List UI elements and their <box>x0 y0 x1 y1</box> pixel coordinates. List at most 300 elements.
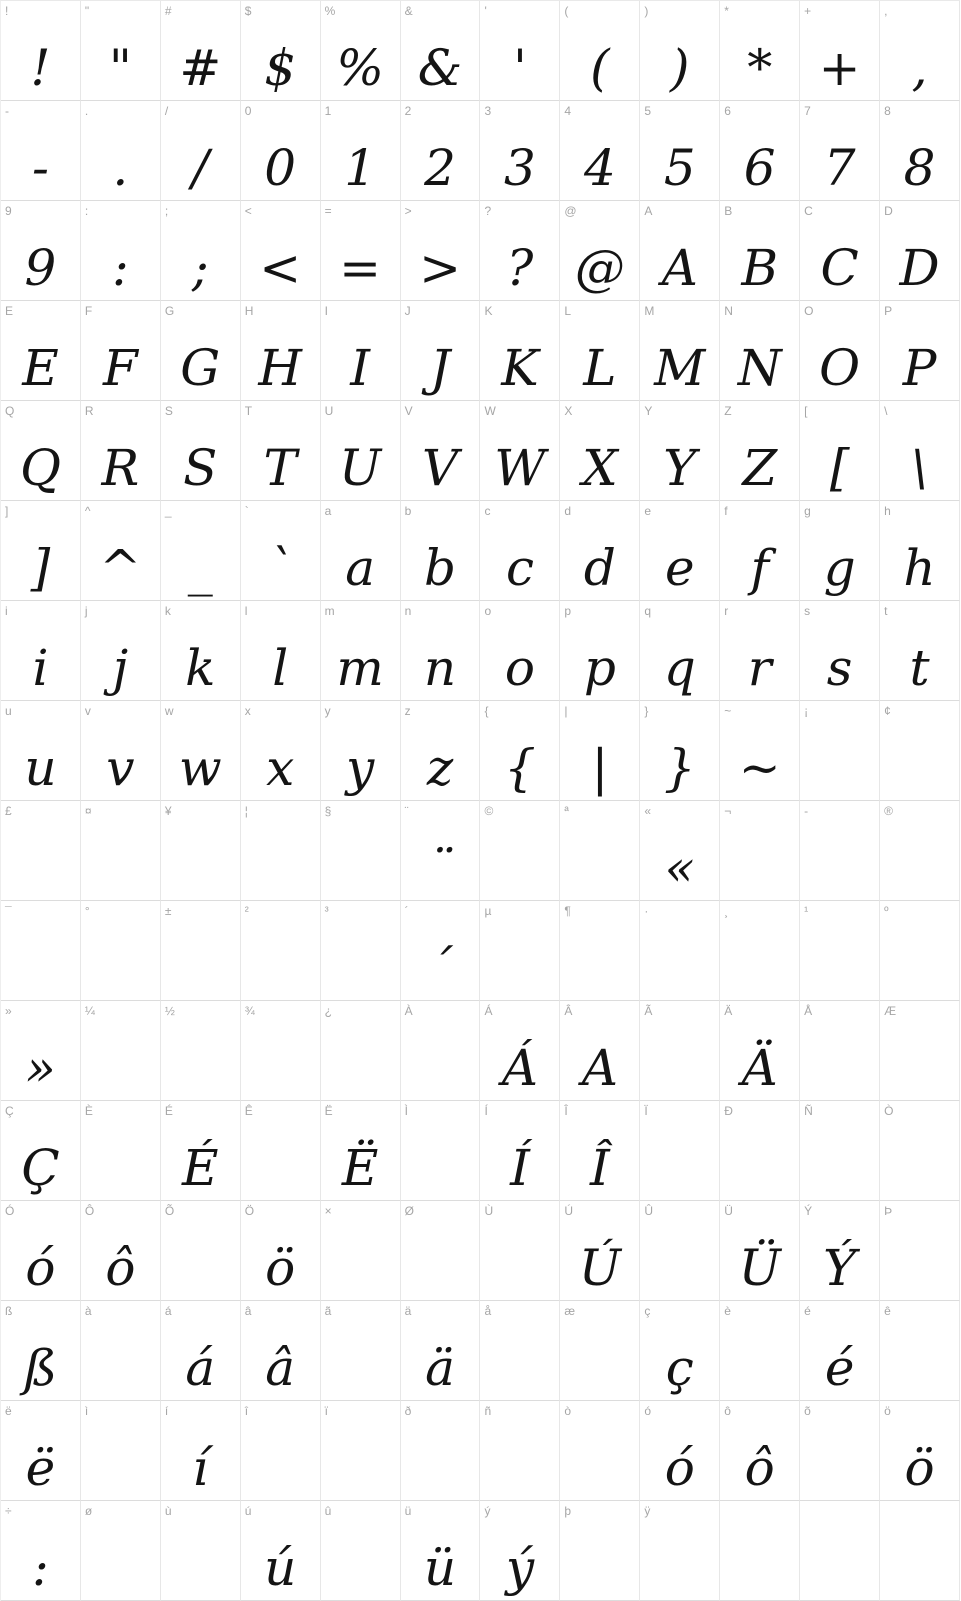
glyph-cell <box>401 1201 481 1301</box>
cell-glyph: 5 <box>663 139 696 197</box>
cell-glyph: Ú <box>578 1239 621 1297</box>
cell-character-label: e <box>644 504 652 518</box>
cell-glyph: Î <box>589 1139 610 1197</box>
glyph-cell <box>560 1201 640 1301</box>
glyph-cell <box>321 101 401 201</box>
cell-glyph: I <box>350 339 370 397</box>
cell-glyph <box>81 801 160 901</box>
glyph-cell <box>800 701 880 801</box>
cell-character-label: ¢ <box>884 704 891 718</box>
glyph-cell <box>1 1101 81 1201</box>
cell-glyph: i <box>32 639 49 697</box>
cell-character-label: [ <box>804 404 808 418</box>
glyph-cell <box>321 1301 401 1401</box>
cell-character-label: ¦ <box>244 804 248 818</box>
glyph-cell <box>800 1301 880 1401</box>
glyph-cell <box>241 1501 321 1601</box>
cell-character-label: _ <box>164 504 172 518</box>
cell-glyph: B <box>741 239 779 297</box>
glyph-cell <box>880 1201 960 1301</box>
cell-glyph: k <box>185 639 216 697</box>
glyph-cell <box>401 1501 481 1601</box>
cell-glyph: ? <box>506 239 534 297</box>
cell-glyph <box>1 901 80 1001</box>
cell-glyph <box>321 801 400 901</box>
cell-glyph: $ <box>264 39 297 97</box>
cell-glyph <box>880 1501 959 1601</box>
cell-glyph: z <box>426 739 454 797</box>
cell-character-label: ì <box>84 1404 89 1418</box>
glyph-cell <box>800 1001 880 1101</box>
cell-glyph: « <box>664 839 696 897</box>
glyph-cell <box>81 401 161 501</box>
cell-character-label: ð <box>404 1404 412 1418</box>
cell-glyph <box>800 801 879 901</box>
glyph-cell <box>1 1001 81 1101</box>
cell-glyph <box>81 901 160 1001</box>
cell-glyph: Á <box>501 1039 538 1097</box>
glyph-cell <box>880 1 960 101</box>
cell-character-label: & <box>404 4 413 18</box>
cell-character-label: 6 <box>724 104 731 118</box>
cell-character-label: 9 <box>5 204 12 218</box>
cell-glyph: ô <box>744 1439 775 1497</box>
glyph-cell <box>321 501 401 601</box>
glyph-cell <box>1 801 81 901</box>
cell-character-label: . <box>84 104 89 118</box>
cell-character-label: ] <box>5 504 9 518</box>
glyph-cell <box>81 1401 161 1501</box>
cell-character-label: è <box>724 1304 731 1318</box>
cell-glyph: w <box>178 739 222 797</box>
cell-character-label: p <box>564 604 572 618</box>
cell-glyph: 0 <box>264 139 297 197</box>
glyph-cell <box>800 1201 880 1301</box>
glyph-cell <box>161 1 241 101</box>
glyph-cell <box>480 1 560 101</box>
cell-character-label: P <box>884 304 893 318</box>
glyph-cell <box>800 201 880 301</box>
cell-glyph <box>720 801 799 901</box>
cell-glyph: J <box>430 339 451 397</box>
cell-character-label: û <box>324 1504 332 1518</box>
glyph-cell <box>880 1501 960 1601</box>
glyph-cell <box>480 901 560 1001</box>
glyph-cell <box>800 1101 880 1201</box>
cell-character-label: Ç <box>5 1104 14 1118</box>
cell-glyph: R <box>101 439 140 497</box>
cell-character-label: L <box>564 304 572 318</box>
cell-glyph: q <box>663 639 696 697</box>
cell-character-label: r <box>724 604 729 618</box>
glyph-cell <box>161 801 241 901</box>
cell-character-label: ? <box>484 204 492 218</box>
cell-character-label: ¯ <box>5 904 12 918</box>
glyph-cell <box>720 701 800 801</box>
glyph-cell <box>321 701 401 801</box>
glyph-cell <box>640 901 720 1001</box>
cell-character-label: ë <box>5 1404 12 1418</box>
cell-glyph: A <box>581 1039 618 1097</box>
cell-glyph: ¨ <box>427 839 453 897</box>
glyph-cell <box>560 1001 640 1101</box>
cell-character-label: Q <box>5 404 15 418</box>
cell-character-label: Ù <box>484 1204 494 1218</box>
cell-glyph: Ç <box>21 1139 60 1197</box>
glyph-cell <box>880 401 960 501</box>
cell-character-label: ¡ <box>804 704 809 718</box>
cell-character-label: þ <box>564 1504 572 1518</box>
cell-character-label: ä <box>404 1304 412 1318</box>
glyph-cell <box>880 301 960 401</box>
cell-character-label: Ö <box>244 1204 255 1218</box>
cell-character-label: ! <box>5 4 9 18</box>
cell-character-label: Ã <box>644 1004 653 1018</box>
glyph-cell <box>241 401 321 501</box>
cell-character-label: 4 <box>564 104 572 118</box>
cell-glyph: h <box>903 539 936 597</box>
cell-glyph: " <box>108 39 132 97</box>
cell-glyph: n <box>423 639 457 697</box>
cell-character-label: Û <box>644 1204 653 1218</box>
cell-glyph: f <box>750 539 769 597</box>
cell-glyph: v <box>106 739 135 797</box>
glyph-cell <box>321 201 401 301</box>
glyph-cell <box>800 301 880 401</box>
glyph-cell <box>720 1201 800 1301</box>
cell-glyph <box>321 901 400 1001</box>
cell-glyph: ! <box>30 39 51 97</box>
cell-character-label: é <box>804 1304 811 1318</box>
glyph-cell <box>1 301 81 401</box>
cell-character-label: Î <box>564 1104 568 1118</box>
glyph-cell <box>161 1101 241 1201</box>
cell-character-label: Ò <box>884 1104 894 1118</box>
cell-glyph: í <box>192 1439 209 1497</box>
glyph-cell <box>401 101 481 201</box>
cell-glyph: C <box>820 239 859 297</box>
glyph-cell <box>720 401 800 501</box>
glyph-cell <box>401 1401 481 1501</box>
glyph-cell <box>640 501 720 601</box>
glyph-cell <box>880 701 960 801</box>
cell-glyph: { <box>504 739 536 797</box>
glyph-cell <box>401 1001 481 1101</box>
cell-character-label: W <box>484 404 496 418</box>
cell-glyph: ; <box>191 239 209 297</box>
cell-glyph: Ý <box>823 1239 857 1297</box>
glyph-cell <box>480 101 560 201</box>
cell-glyph: Ä <box>741 1039 778 1097</box>
cell-character-label: S <box>164 404 173 418</box>
cell-character-label: Â <box>564 1004 573 1018</box>
glyph-cell <box>321 901 401 1001</box>
cell-character-label: l <box>244 604 248 618</box>
glyph-cell <box>880 501 960 601</box>
cell-character-label: + <box>804 4 812 18</box>
cell-glyph <box>241 1401 320 1501</box>
cell-glyph: ó <box>664 1439 695 1497</box>
glyph-cell <box>1 501 81 601</box>
cell-glyph <box>321 1301 400 1401</box>
cell-glyph: ç <box>665 1339 694 1397</box>
cell-character-label: ¤ <box>84 804 92 818</box>
cell-character-label: ¹ <box>804 904 809 918</box>
cell-glyph <box>241 801 320 901</box>
glyph-cell <box>880 901 960 1001</box>
cell-character-label: X <box>564 404 573 418</box>
glyph-cell <box>560 801 640 901</box>
glyph-cell <box>321 401 401 501</box>
glyph-cell <box>321 301 401 401</box>
cell-character-label: K <box>484 304 493 318</box>
glyph-cell <box>560 601 640 701</box>
cell-character-label: G <box>164 304 175 318</box>
cell-character-label: Í <box>484 1104 488 1118</box>
cell-character-label: à <box>84 1304 92 1318</box>
cell-character-label: Ð <box>724 1104 733 1118</box>
cell-glyph: ä <box>425 1339 455 1397</box>
glyph-cell <box>81 601 161 701</box>
cell-character-label: * <box>724 4 729 18</box>
glyph-cell <box>401 501 481 601</box>
glyph-cell <box>1 401 81 501</box>
cell-character-label: 8 <box>884 104 891 118</box>
glyph-cell <box>640 1101 720 1201</box>
cell-glyph <box>640 1101 719 1201</box>
cell-character-label: C <box>804 204 813 218</box>
cell-character-label: t <box>884 604 888 618</box>
glyph-cell <box>81 1501 161 1601</box>
glyph-cell <box>640 1401 720 1501</box>
glyph-cell <box>480 701 560 801</box>
cell-glyph <box>720 901 799 1001</box>
cell-glyph: p <box>583 639 616 697</box>
cell-character-label: Á <box>484 1004 493 1018</box>
cell-character-label: i <box>5 604 8 618</box>
cell-glyph: 8 <box>903 139 936 197</box>
glyph-cell <box>1 101 81 201</box>
glyph-cell <box>640 101 720 201</box>
glyph-cell <box>560 201 640 301</box>
cell-character-label: # <box>164 4 172 18</box>
cell-glyph: , <box>911 39 928 97</box>
cell-glyph: - <box>32 139 49 197</box>
cell-character-label: 1 <box>324 104 332 118</box>
glyph-cell <box>81 1201 161 1301</box>
glyph-cell <box>480 1001 560 1101</box>
cell-glyph: % <box>336 39 384 97</box>
glyph-cell <box>800 401 880 501</box>
cell-character-label: A <box>644 204 653 218</box>
cell-glyph <box>560 901 639 1001</box>
glyph-cell <box>321 801 401 901</box>
glyph-cell <box>161 1401 241 1501</box>
glyph-cell <box>720 201 800 301</box>
cell-character-label: â <box>244 1304 252 1318</box>
cell-glyph: 9 <box>24 239 57 297</box>
cell-character-label: á <box>164 1304 172 1318</box>
cell-glyph <box>321 1401 400 1501</box>
cell-character-label: ) <box>644 4 649 18</box>
cell-character-label: Ó <box>5 1204 15 1218</box>
cell-character-label: q <box>644 604 652 618</box>
cell-character-label: / <box>164 104 169 118</box>
cell-glyph: [ <box>829 439 850 497</box>
glyph-cell <box>321 1101 401 1201</box>
cell-character-label: ± <box>164 904 172 918</box>
cell-glyph: H <box>258 339 302 397</box>
cell-glyph: Ë <box>341 1139 379 1197</box>
glyph-cell <box>241 801 321 901</box>
cell-glyph <box>321 1201 400 1301</box>
cell-glyph: x <box>266 739 295 797</box>
cell-glyph: 2 <box>424 139 456 197</box>
glyph-cell <box>800 901 880 1001</box>
glyph-cell <box>720 501 800 601</box>
glyph-cell <box>161 601 241 701</box>
cell-glyph: Í <box>510 1139 530 1197</box>
cell-character-label: ó <box>644 1404 652 1418</box>
cell-character-label: ô <box>724 1404 731 1418</box>
glyph-cell <box>161 301 241 401</box>
glyph-cell <box>560 401 640 501</box>
cell-character-label: = <box>324 204 332 218</box>
glyph-cell <box>720 1 800 101</box>
glyph-cell <box>241 901 321 1001</box>
glyph-cell <box>161 1301 241 1401</box>
glyph-cell <box>321 1401 401 1501</box>
cell-character-label: o <box>484 604 492 618</box>
glyph-cell <box>241 1201 321 1301</box>
cell-glyph <box>161 901 240 1001</box>
cell-glyph: m <box>336 639 384 697</box>
cell-glyph <box>720 1301 799 1401</box>
cell-glyph: O <box>819 339 861 397</box>
cell-character-label: ª <box>564 804 569 818</box>
glyph-cell <box>1 201 81 301</box>
cell-character-label: ® <box>884 804 893 818</box>
cell-glyph: # <box>179 39 222 97</box>
cell-character-label: § <box>324 804 332 818</box>
cell-character-label: ¾ <box>244 1004 255 1018</box>
glyph-cell <box>241 501 321 601</box>
glyph-cell <box>800 801 880 901</box>
cell-glyph: ' <box>513 39 527 97</box>
cell-character-label: ' <box>484 4 487 18</box>
glyph-cell <box>640 701 720 801</box>
cell-glyph: F <box>103 339 138 397</box>
glyph-cell <box>560 1301 640 1401</box>
cell-glyph <box>81 1401 160 1501</box>
cell-glyph: V <box>421 439 459 497</box>
glyph-cell <box>161 1001 241 1101</box>
cell-character-label: ¸ <box>724 904 729 918</box>
cell-character-label: U <box>324 404 334 418</box>
cell-glyph: | <box>591 739 609 797</box>
glyph-cell <box>321 1001 401 1101</box>
cell-character-label: ´ <box>404 904 409 918</box>
cell-glyph <box>800 901 879 1001</box>
cell-glyph: W <box>494 439 546 497</box>
glyph-cell <box>880 1301 960 1401</box>
cell-character-label: ~ <box>724 704 732 718</box>
glyph-cell <box>560 701 640 801</box>
cell-glyph: y <box>345 739 375 797</box>
cell-character-label: í <box>164 1404 169 1418</box>
glyph-cell <box>720 301 800 401</box>
glyph-cell <box>720 901 800 1001</box>
cell-glyph <box>480 1301 559 1401</box>
glyph-cell <box>401 301 481 401</box>
glyph-cell <box>241 601 321 701</box>
cell-glyph <box>880 901 959 1001</box>
cell-character-label: µ <box>484 904 492 918</box>
cell-character-label: Ü <box>724 1204 733 1218</box>
cell-character-label: ï <box>324 1404 328 1418</box>
cell-glyph: u <box>24 739 57 797</box>
cell-character-label: > <box>404 204 412 218</box>
glyph-cell <box>800 1501 880 1601</box>
cell-glyph: Q <box>19 439 61 497</box>
cell-glyph: Y <box>663 439 697 497</box>
cell-character-label: T <box>244 404 253 418</box>
cell-character-label: g <box>804 504 811 518</box>
cell-character-label: u <box>5 704 12 718</box>
cell-glyph: é <box>824 1339 855 1397</box>
glyph-cell <box>81 201 161 301</box>
cell-character-label: c <box>484 504 491 518</box>
cell-character-label: ¼ <box>84 1004 95 1018</box>
cell-glyph <box>81 1501 160 1601</box>
glyph-cell <box>720 1501 800 1601</box>
glyph-cell <box>480 1101 560 1201</box>
glyph-cell <box>161 901 241 1001</box>
cell-character-label: » <box>5 1004 12 1018</box>
cell-glyph: + <box>818 39 861 97</box>
cell-character-label: ÿ <box>644 1504 651 1518</box>
cell-character-label: d <box>564 504 572 518</box>
cell-character-label: ü <box>404 1504 412 1518</box>
cell-character-label: @ <box>564 204 577 218</box>
glyph-cell <box>321 1 401 101</box>
glyph-cell <box>81 101 161 201</box>
cell-character-label: y <box>324 704 331 718</box>
cell-character-label: ñ <box>484 1404 492 1418</box>
cell-glyph: Z <box>742 439 778 497</box>
cell-glyph <box>161 801 240 901</box>
glyph-cell <box>640 1 720 101</box>
cell-glyph <box>321 1501 400 1601</box>
cell-glyph: ( <box>590 39 610 97</box>
cell-glyph: X <box>582 439 618 497</box>
cell-glyph: _ <box>187 539 213 597</box>
glyph-cell <box>880 801 960 901</box>
glyph-cell <box>241 201 321 301</box>
cell-glyph: L <box>583 339 617 397</box>
cell-character-label: Ø <box>404 1204 414 1218</box>
cell-glyph: ö <box>904 1439 935 1497</box>
glyph-cell <box>401 1101 481 1201</box>
cell-character-label: Ô <box>84 1204 95 1218</box>
cell-character-label: Ï <box>644 1104 648 1118</box>
glyph-cell <box>480 501 560 601</box>
cell-character-label: z <box>404 704 411 718</box>
cell-glyph: \ <box>911 439 928 497</box>
cell-glyph: t <box>909 639 930 697</box>
glyph-cell <box>640 1501 720 1601</box>
glyph-cell <box>1 1 81 101</box>
